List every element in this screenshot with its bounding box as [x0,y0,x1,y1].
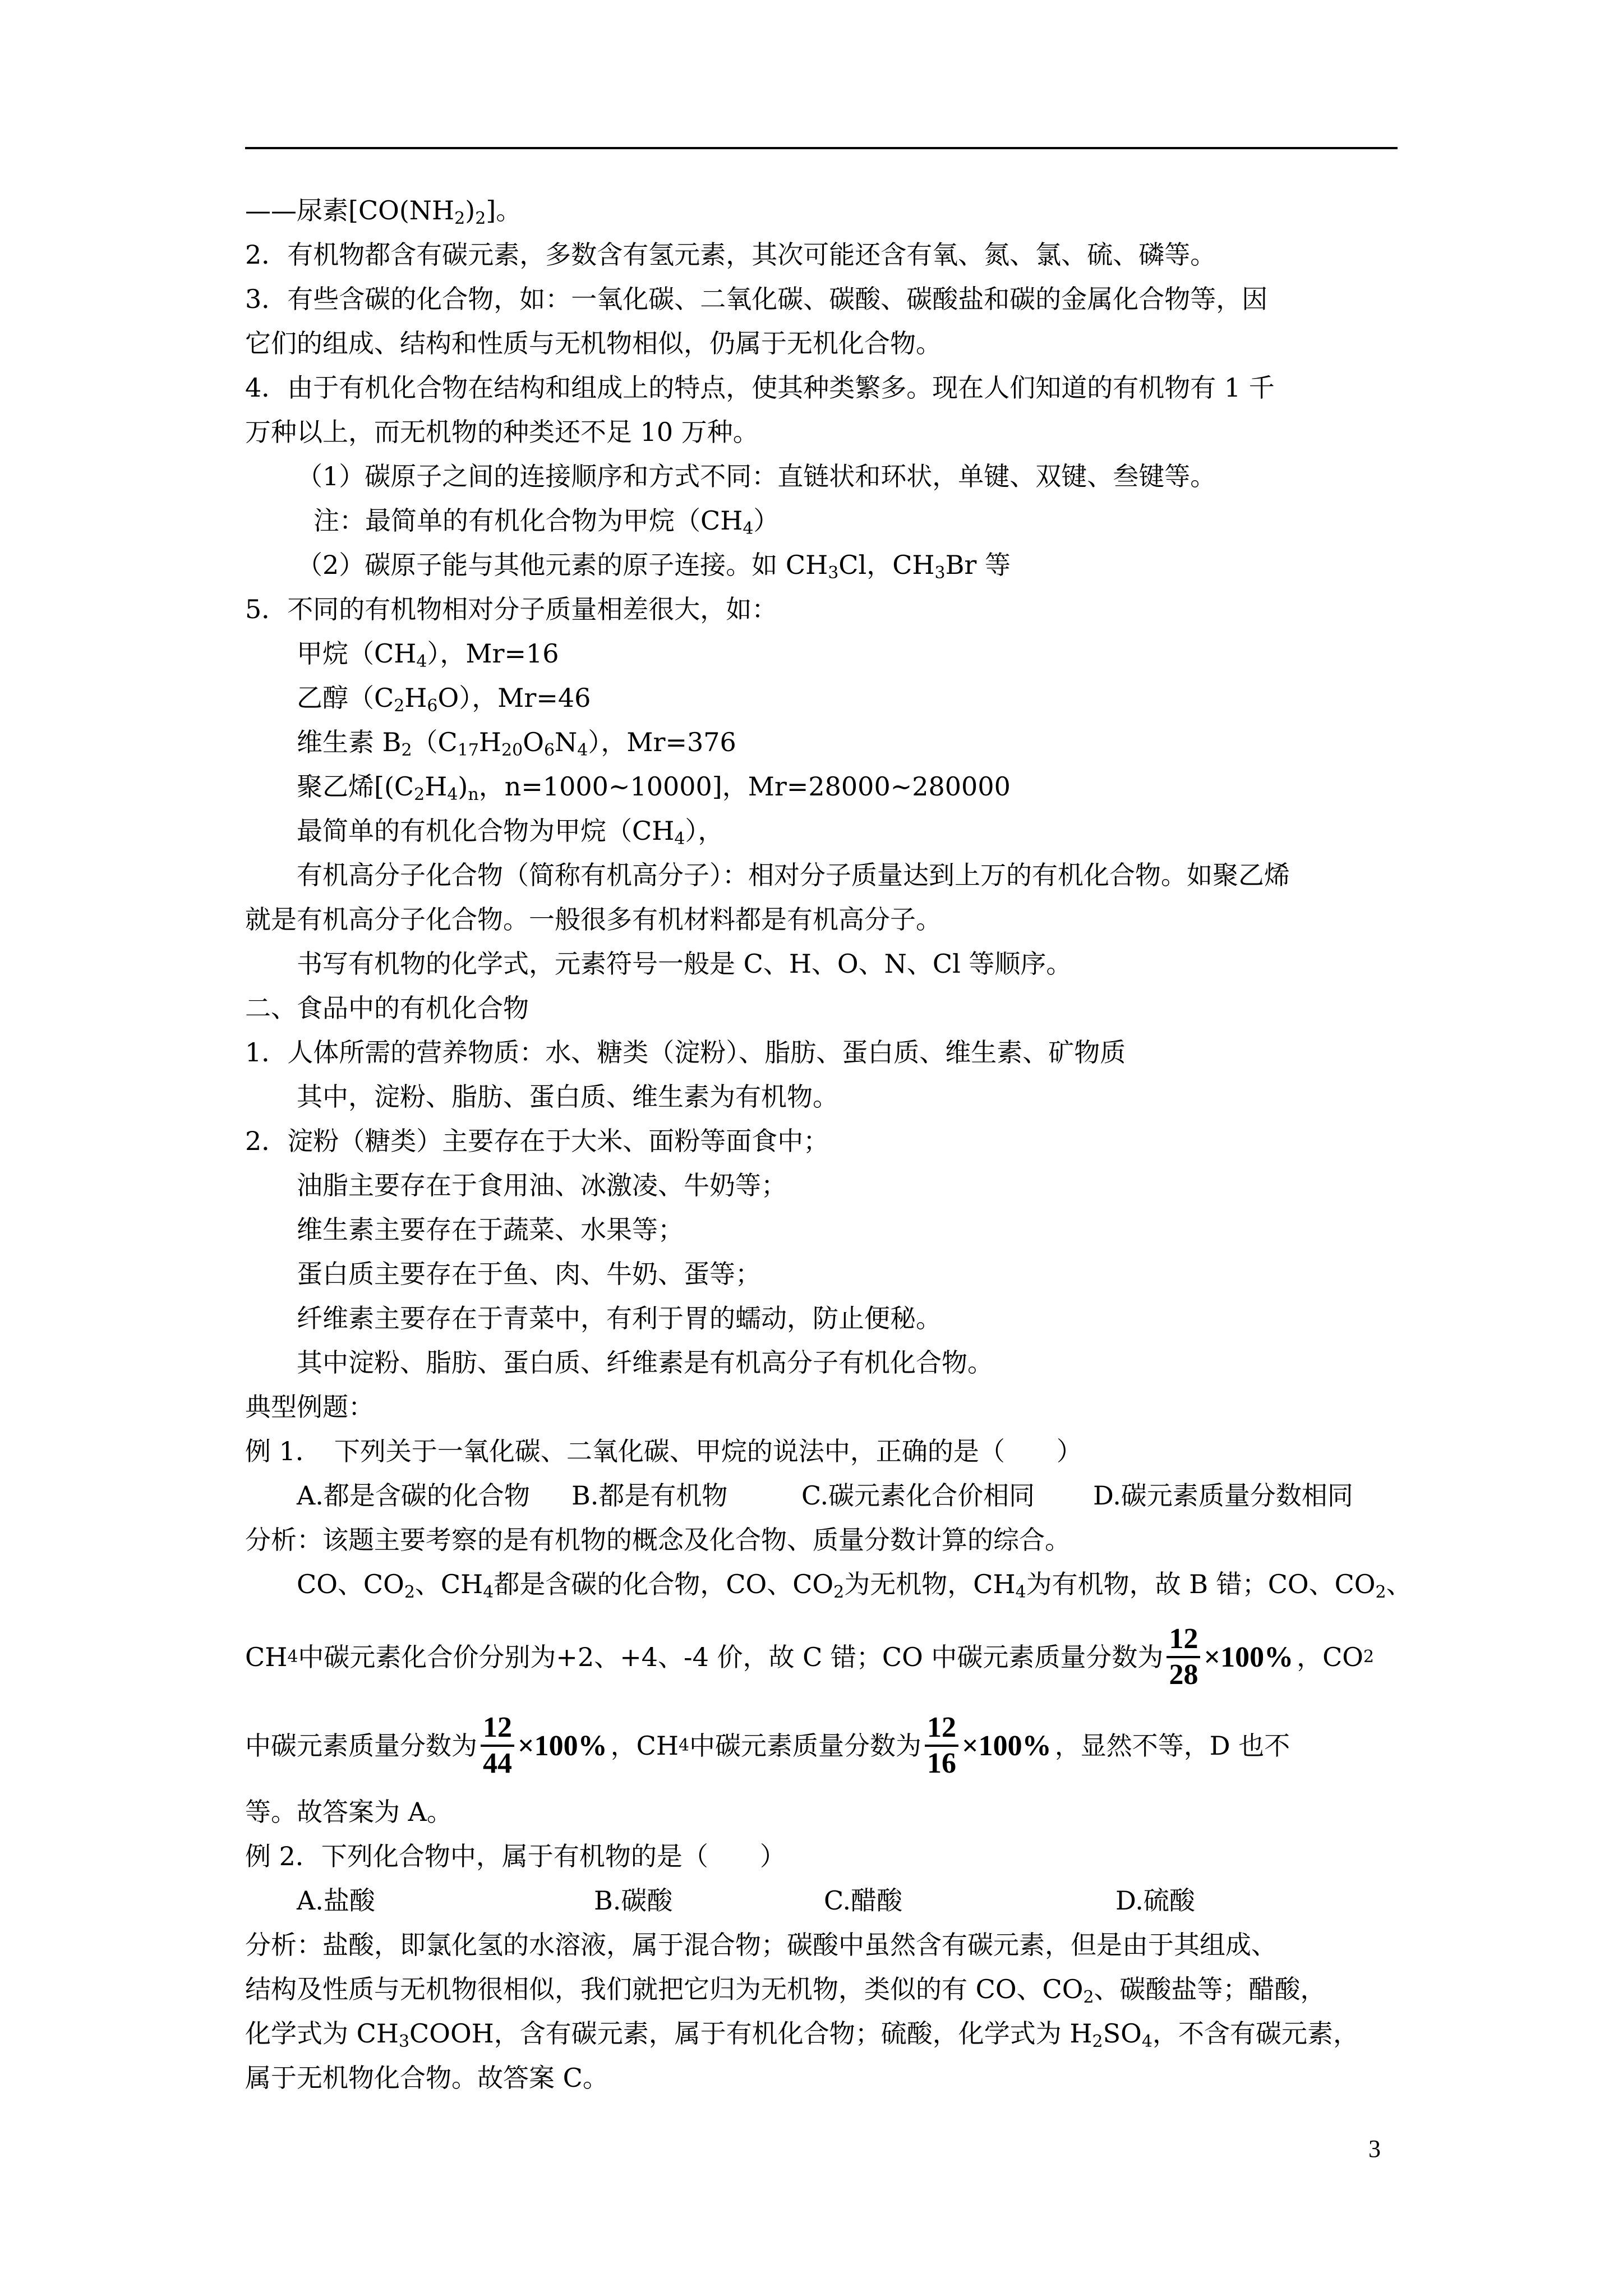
analysis-line [245,1967,1398,2012]
text-line: （1）碳原子之间的连接顺序和方式不同：直链状和环状，单键、双键、叁键等。 [297,461,1216,491]
text: 化学式为 CH [245,2018,399,2049]
section-heading: 二、食品中的有机化合物 [245,993,529,1023]
text: CH [245,1641,288,1672]
example-1-question: 例 1． 下列关于一氧化碳、二氧化碳、甲烷的说法中，正确的是（ ） [245,1436,1082,1466]
text: ）， [685,816,724,846]
text: 中碳元素化合价分别为+2、+4、-4 价，故 C 错；CO 中碳元素质量分数为 [298,1641,1164,1672]
text: 结构及性质与无机物很相似，我们就把它归为无机物，类似的有 CO、CO [245,1974,1083,2004]
subscript: 4 [577,740,588,760]
text-line: 油脂主要存在于食用油、冰激凌、牛奶等； [297,1170,787,1200]
text: H [404,683,427,713]
denominator: 44 [483,1747,512,1779]
percent-factor: ×100% [518,1729,607,1762]
denominator: 28 [1169,1659,1198,1691]
text: N [555,727,578,757]
subscript: 3 [828,563,839,583]
text: ），Mr=376 [588,727,736,757]
text: 、碳酸盐等；醋酸， [1094,1974,1326,2004]
text-line: 万种以上，而无机物的种类还不足 10 万种。 [245,417,759,447]
subscript: n [468,785,479,804]
fraction-ch4 [925,1711,958,1780]
text: ，CO [1297,1641,1363,1672]
text: ） [753,505,780,536]
header-rule [245,147,1398,149]
subscript: 2 [394,696,405,716]
subscript: 4 [743,519,754,539]
text: COOH，含有碳元素，属于有机化合物；硫酸，化学式为 H [409,2018,1092,2049]
analysis-line [245,2012,1398,2056]
text-line [245,632,1398,676]
page-number: 3 [1368,2135,1381,2162]
option-b: B.都是有机物 [571,1480,728,1511]
option-c: C.醋酸 [824,1885,903,1916]
text-line: 2．有机物都含有碳元素，多数含有氢元素，其次可能还含有氧、氮、氯、硫、磷等。 [245,240,1216,270]
text-line: 5．不同的有机物相对分子质量相差很大，如： [245,594,778,624]
numerator: 12 [1166,1622,1200,1658]
text: ——尿素[CO(NH [245,195,455,226]
text-line: 书写有机物的化学式，元素符号一般是 C、H、O、N、Cl 等顺序。 [297,949,1072,979]
option-a: A.盐酸 [297,1885,375,1916]
analysis-line: 中碳元素质量分数为 $\frac{12}{44}$ ×100% ，CH 4 中碳元素质量分数为 $\frac{12}{16}$ ×100% ，显然不等，D 也不 [245,1711,1290,1779]
analysis-line [245,1562,1412,1613]
percent-factor: ×100% [962,1729,1052,1762]
analysis-line: 等。故答案为 A。 [245,1797,453,1827]
subscript: 4 [416,652,427,671]
text: （2）碳原子能与其他元素的原子连接。如 CH [297,550,828,580]
text: ，CH [610,1730,679,1761]
denominator: 16 [927,1747,957,1779]
option-d: D.硫酸 [1115,1885,1195,1916]
fraction-co2 [481,1711,514,1780]
subscript: 3 [934,563,946,583]
option-b: B.碳酸 [594,1885,673,1916]
subscript: 2 [454,209,465,228]
text: ) [458,771,468,802]
subscript: 3 [398,2032,410,2051]
text: 为无机物，CH [844,1569,1016,1599]
text-line: 纤维素主要存在于青菜中，有利于胃的蠕动，防止便秘。 [297,1303,942,1333]
subscript: 4 [1015,1582,1026,1602]
note-line [245,499,1398,543]
text: 最简单的有机化合物为甲烷（CH [297,816,675,846]
text: H [478,727,502,757]
text: ，不含有碳元素， [1152,2018,1359,2049]
examples-heading: 典型例题： [245,1392,374,1422]
analysis-line: 属于无机物化合物。故答案 C。 [245,2063,608,2093]
subscript: 20 [501,740,523,760]
text: （C [412,727,458,757]
subscript: 4 [674,829,685,849]
subscript: 6 [427,696,438,716]
numerator: 12 [481,1711,514,1747]
analysis-line: CH 4 中碳元素化合价分别为+2、+4、-4 价，故 C 错；CO 中碳元素质量分数为 $\frac{12}{28}$ ×100% ，CO 2 [245,1623,1375,1691]
text: 乙醇（C [297,683,394,713]
text-line [245,543,1398,587]
text-line: 其中淀粉、脂肪、蛋白质、纤维素是有机高分子有机化合物。 [297,1347,993,1378]
subscript: 2 [833,1582,845,1602]
subscript: 2 [401,740,412,760]
text-line: 2．淀粉（糖类）主要存在于大米、面粉等面食中； [245,1126,829,1156]
text: 为有机物，故 B 错；CO、CO [1026,1569,1376,1599]
text-line: 就是有机高分子化合物。一般很多有机材料都是有机高分子。 [245,904,942,935]
analysis-line: 分析：盐酸，即氯化氢的水溶液，属于混合物；碳酸中虽然含有碳元素，但是由于其组成、 [245,1930,1277,1960]
subscript: 2 [404,1582,415,1602]
text: Cl，CH [838,550,935,580]
subscript: 4 [1141,2032,1152,2051]
text-line [245,188,1398,233]
text-line [245,676,1398,720]
text: H [425,771,448,802]
text: SO [1103,2018,1142,2049]
text: O），Mr=46 [437,683,591,713]
text-line [245,765,1398,809]
numerator: 12 [925,1711,958,1747]
text-line: 3．有些含碳的化合物，如：一氧化碳、二氧化碳、碳酸、碳酸盐和碳的金属化合物等，因 [245,284,1268,314]
example-2-options [245,1879,1398,1923]
analysis-line: 分析：该题主要考察的是有机物的概念及化合物、质量分数计算的综合。 [245,1525,1071,1555]
option-c: C.碳元素化合价相同 [801,1480,1035,1511]
text: ，n=1000~10000]，Mr=28000~280000 [478,771,1011,802]
option-a: A.都是含碳的化合物 [297,1480,530,1511]
subscript: 2 [475,209,486,228]
fraction-co [1166,1622,1200,1692]
percent-factor: ×100% [1204,1641,1294,1673]
text: 维生素 B [297,727,402,757]
text-line: 其中，淀粉、脂肪、蛋白质、维生素为有机物。 [297,1082,838,1112]
subscript: 2 [1092,2032,1103,2051]
text: Br 等 [945,550,1011,580]
text: 聚乙烯[(C [297,771,414,802]
text: 注：最简单的有机化合物为甲烷（CH [313,505,743,536]
text-line: 蛋白质主要存在于鱼、肉、牛奶、蛋等； [297,1259,761,1289]
option-d: D.碳元素质量分数相同 [1093,1480,1353,1511]
text-line [245,720,1398,765]
text: ，显然不等，D 也不 [1054,1730,1290,1761]
subscript: 2 [1083,1987,1094,2007]
text: ），Mr=16 [427,638,559,669]
text-line: 1．人体所需的营养物质：水、糖类（淀粉）、脂肪、蛋白质、维生素、矿物质 [245,1037,1126,1068]
subscript: 2 [414,785,425,804]
subscript: 4 [483,1582,494,1602]
subscript: 6 [543,740,555,760]
subscript: 4 [447,785,458,804]
text: ]。 [486,195,522,226]
subscript: 17 [457,740,479,760]
text: CO、CO [297,1569,404,1599]
text: O [523,727,544,757]
subscript: 2 [1375,1582,1386,1602]
text: ) [465,195,476,226]
document-body [245,188,1412,2100]
text: 、CH [414,1569,483,1599]
text-line: 它们的组成、结构和性质与无机物相似，仍属于无机化合物。 [245,328,942,358]
text: 中碳元素质量分数为 [689,1730,922,1761]
text-line: 维生素主要存在于蔬菜、水果等； [297,1214,684,1245]
text: 甲烷（CH [297,638,417,669]
text: 都是含碳的化合物，CO、CO [494,1569,834,1599]
text: 中碳元素质量分数为 [245,1730,477,1761]
text: 、 [1386,1569,1412,1599]
example-1-options [245,1474,1398,1518]
text-line: 有机高分子化合物（简称有机高分子）：相对分子质量达到上万的有机化合物。如聚乙烯 [297,860,1290,890]
text-line [245,809,1398,853]
example-2-question: 例 2．下列化合物中，属于有机物的是（ ） [245,1841,786,1871]
text-line: 4．由于有机化合物在结构和组成上的特点，使其种类繁多。现在人们知道的有机物有 1 千 [245,372,1275,403]
